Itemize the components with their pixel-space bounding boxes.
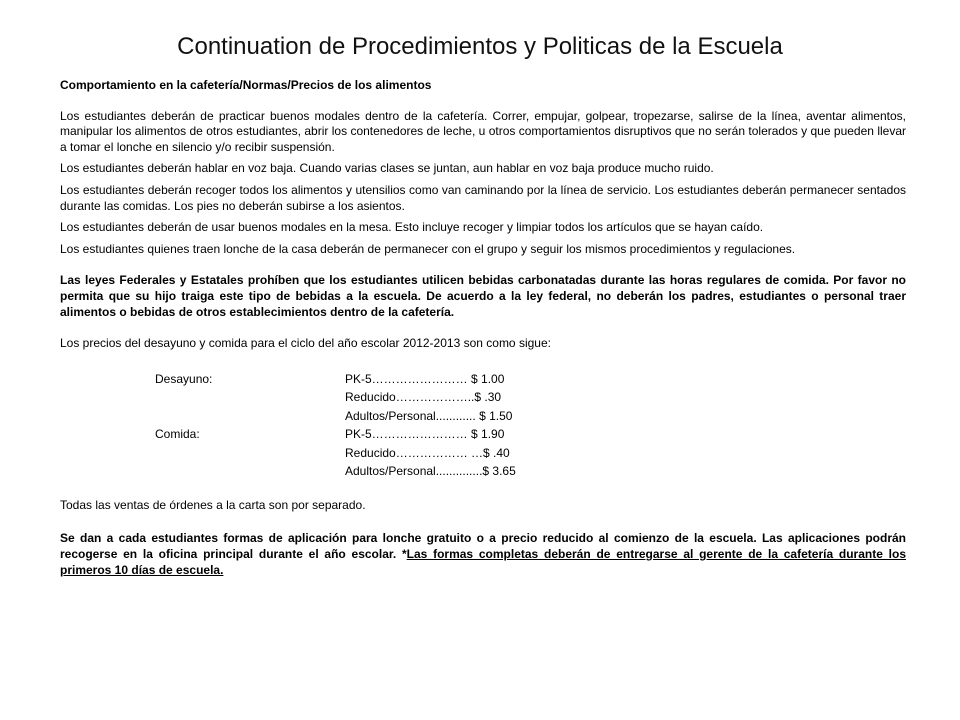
paragraph-leyes: Las leyes Federales y Estatales prohíben que los estudiantes utilicen bebidas carbonatadas durante las horas regulares de comida. Por favor no permita que su hijo traiga este tipo de bebidas a la escuela. De acuerdo a la ley federal, no deberán los padres, estudiantes o personal traer alimentos o bebidas de otros establecimientos dentro de la cafetería. [60,273,906,319]
paragraph-lonche-casa: Los estudiantes quienes traen lonche de la casa deberán de permanecer con el grupo y seguir los mismos procedimientos y regulaciones. [60,241,796,256]
price-table [60,370,906,482]
paragraph-modales: Los estudiantes deberán de practicar buenos modales dentro de la cafetería. Correr, empujar, golpear, tropezarse, salirse de la línea, aventar alimentos, manipular los alimentos de otros estudiantes, abrir los contenedores de leche, u otros comportamientos disruptivos que no serán tolerados y que pueden llevar a tomar el lonche en silencio y/o recibir suspensión. [60,108,906,154]
price-item: PK-5…………………… $ 1.90 [345,427,505,442]
paragraph-recoger: Los estudiantes deberán recoger todos los alimentos y utensilios como van caminando por la línea de servicio. Los estudiantes deberán permanecer sentados durante las comidas. Los pies no deberán subirse a los asientos. [60,182,906,213]
paragraph-aplicaciones [60,531,906,578]
price-meal-label: Comida: [155,427,200,442]
section-subtitle: Comportamiento en la cafetería/Normas/Precios de los alimentos [60,78,432,92]
price-item: Adultos/Personal..............$ 3.65 [345,464,516,479]
prices-intro: Los precios del desayuno y comida para el ciclo del año escolar 2012-2013 son como sigue: [60,336,551,351]
price-item: PK-5…………………… $ 1.00 [345,371,505,386]
price-item: Reducido………………..$ .30 [345,390,502,405]
paragraph-mesa: Los estudiantes deberán de usar buenos modales en la mesa. Esto incluye recoger y limpiar todos los artículos que se hayan caído. [60,220,764,235]
aplicaciones-text: Se dan a cada estudiantes formas de aplicación para lonche gratuito o a precio reducido al comienzo de la escuela. Las aplicaciones podrán recogerse en la oficina principal durante el año escolar. * [60,531,906,561]
page-title: Continuation de Procedimientos y Politicas de la Escuela [177,33,783,60]
price-item: Adultos/Personal............ $ 1.50 [345,408,513,423]
aplicaciones-underlined-text: Las formas completas deberán de entregarse al gerente de la cafetería durante los primeros 10 días de escuela. [60,546,906,577]
paragraph-voz-baja: Los estudiantes deberán hablar en voz baja. Cuando varias clases se juntan, aun hablar en voz baja produce mucho ruido. [60,161,714,176]
paragraph-a-la-carta: Todas las ventas de órdenes a la carta son por separado. [60,497,366,512]
price-meal-label: Desayuno: [155,371,213,386]
price-item: Reducido……………… …$ .40 [345,445,510,460]
content-body [60,78,906,578]
